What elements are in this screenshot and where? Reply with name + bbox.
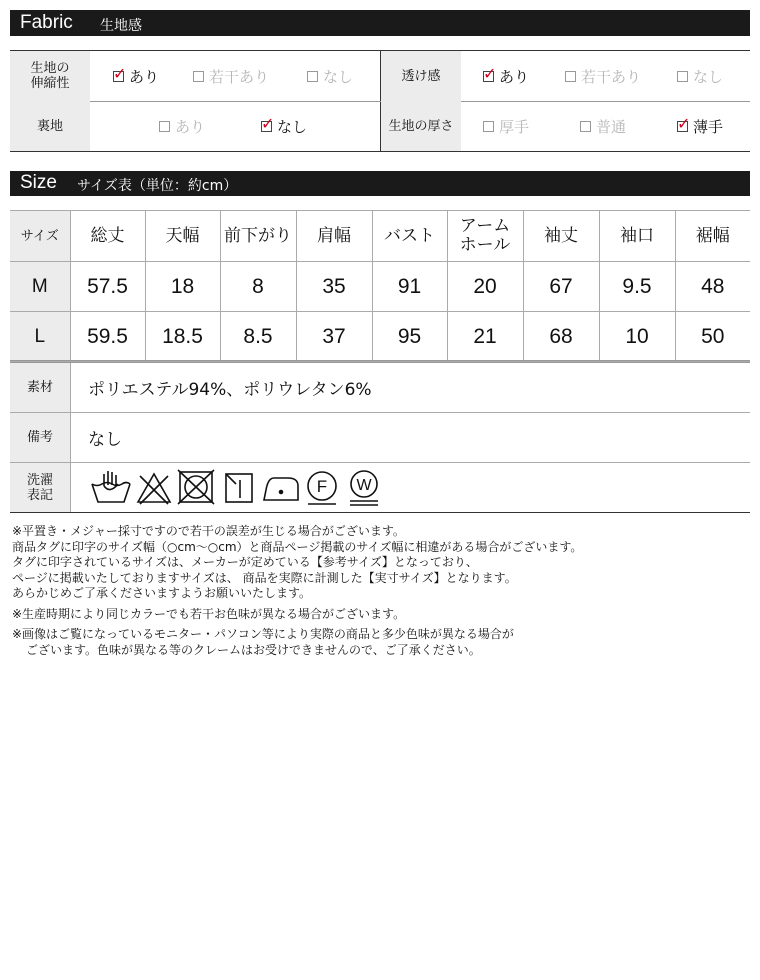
low-iron-icon [264, 478, 298, 500]
size-cell: L [10, 312, 70, 362]
fabric-row-lining-thickness [10, 101, 750, 151]
checkbox-checked-icon: ✓ [261, 113, 275, 133]
thickness-label: 生地の厚さ [381, 101, 461, 151]
option-label: 厚手 [499, 117, 530, 136]
stretch-option-slight [193, 51, 269, 101]
value-cell: 10 [599, 312, 675, 362]
option-label: 薄手 [693, 117, 724, 136]
transparency-option-none [677, 51, 723, 101]
stretch-option-none [307, 51, 353, 101]
svg-text:W: W [356, 477, 372, 494]
value-cell: 37 [296, 312, 372, 362]
size-title-jp: サイズ表（単位：約cm） [77, 178, 238, 194]
notes-row [10, 413, 750, 463]
checkbox-icon [159, 121, 170, 132]
care-row [10, 463, 750, 513]
option-label: なし [277, 117, 308, 136]
option-label: 若干あり [581, 67, 642, 86]
product-info-table [10, 360, 750, 513]
value-cell: 68 [523, 312, 599, 362]
value-cell: 67 [523, 262, 599, 312]
line-dry-shade-icon [226, 474, 252, 502]
option-label: あり [175, 117, 206, 136]
value-cell: 50 [675, 312, 750, 362]
option-label: 普通 [596, 117, 627, 136]
stretch-label: 生地の 伸縮性 [10, 51, 90, 101]
value-cell: 9.5 [599, 262, 675, 312]
lining-label: 裏地 [10, 101, 90, 151]
checkbox-icon [483, 121, 494, 132]
checkbox-icon [580, 121, 591, 132]
thickness-option-thick [483, 101, 529, 151]
care-label: 洗濯 表記 [10, 463, 71, 512]
header-cell: 裾幅 [675, 211, 750, 262]
fabric-table [10, 50, 750, 152]
lining-option-yes [159, 101, 205, 151]
lining-option-no [261, 101, 307, 151]
disclaimer-line: タグに印字されているサイズは、メーカーが定めている【参考サイズ】となっており、 [12, 555, 478, 569]
header-cell: 総丈 [70, 211, 145, 262]
notes-label: 備考 [10, 413, 71, 462]
disclaimer-line: 商品タグに印字のサイズ幅（○cm〜○cm）と商品ページ掲載のサイズ幅に相違がある場合がございます。 [12, 539, 583, 554]
value-cell: 57.5 [70, 262, 145, 312]
fabric-row-stretch-transparency [10, 51, 750, 102]
transparency-label: 透け感 [381, 51, 461, 101]
header-cell: アーム ホール [447, 211, 523, 262]
header-cell: サイズ [10, 211, 70, 262]
disclaimer-line: ございます。色味が異なる等のクレームはお受けできませんので、ご了承ください。 [26, 642, 481, 657]
dry-clean-f-icon [308, 472, 336, 504]
size-table-header-row [10, 211, 750, 262]
value-cell: 20 [447, 262, 523, 312]
option-label: なし [693, 67, 724, 86]
header-cell: 天幅 [145, 211, 220, 262]
checkbox-icon [307, 71, 318, 82]
checkbox-checked-icon: ✓ [483, 63, 497, 83]
value-cell: 59.5 [70, 312, 145, 362]
fabric-title-jp: 生地感 [100, 18, 142, 34]
value-cell: 95 [372, 312, 447, 362]
stretch-option-yes [113, 51, 159, 101]
checkbox-icon [193, 71, 204, 82]
option-label: 若干あり [209, 67, 270, 86]
size-title-en: Size [20, 172, 57, 193]
value-cell: 35 [296, 262, 372, 312]
checkbox-icon [565, 71, 576, 82]
header-cell: 袖口 [599, 211, 675, 262]
header-cell: 袖丈 [523, 211, 599, 262]
material-value: ポリエステル94%、ポリウレタン6% [88, 380, 372, 400]
option-label: なし [323, 67, 354, 86]
size-cell: M [10, 262, 70, 312]
table-row [10, 262, 750, 312]
no-tumble-dry-icon [178, 470, 214, 504]
disclaimer-notes [12, 524, 582, 658]
wet-clean-w-icon [350, 471, 378, 505]
fabric-title-en: Fabric [20, 12, 73, 33]
care-symbols [90, 468, 390, 508]
fabric-section-header [10, 10, 750, 36]
value-cell: 8.5 [220, 312, 296, 362]
material-label: 素材 [10, 363, 71, 412]
checkbox-checked-icon: ✓ [113, 63, 127, 83]
value-cell: 8 [220, 262, 296, 312]
value-cell: 48 [675, 262, 750, 312]
disclaimer-line: ※平置き・メジャー採寸ですので若干の誤差が生じる場合がございます。 [12, 524, 405, 538]
notes-value: なし [88, 430, 122, 450]
disclaimer-line: あらかじめご了承くださいますようお願いいたします。 [12, 586, 312, 600]
svg-text:F: F [316, 477, 328, 496]
thickness-option-thin [677, 101, 723, 151]
disclaimer-line: ※画像はご覧になっているモニター・パソコン等により実際の商品と多少色味が異なる場合が [12, 627, 514, 641]
transparency-option-yes [483, 51, 529, 101]
size-table [10, 210, 750, 362]
header-cell: 前下がり [220, 211, 296, 262]
checkbox-checked-icon: ✓ [677, 113, 691, 133]
value-cell: 91 [372, 262, 447, 312]
table-row [10, 312, 750, 362]
hand-wash-icon [92, 471, 130, 502]
checkbox-icon [677, 71, 688, 82]
no-bleach-icon [138, 474, 170, 504]
disclaimer-line: ページに掲載いたしておりますサイズは、 商品を実際に計測した【実寸サイズ】となります。 [12, 570, 517, 585]
value-cell: 18.5 [145, 312, 220, 362]
value-cell: 21 [447, 312, 523, 362]
header-cell: バスト [372, 211, 447, 262]
option-label: あり [129, 67, 160, 86]
transparency-option-slight [565, 51, 641, 101]
disclaimer-line: ※生産時期により同じカラーでも若干お色味が異なる場合がございます。 [12, 606, 406, 621]
header-cell: 肩幅 [296, 211, 372, 262]
size-section-header [10, 171, 750, 196]
thickness-option-normal [580, 101, 626, 151]
option-label: あり [499, 67, 530, 86]
value-cell: 18 [145, 262, 220, 312]
material-row [10, 363, 750, 413]
